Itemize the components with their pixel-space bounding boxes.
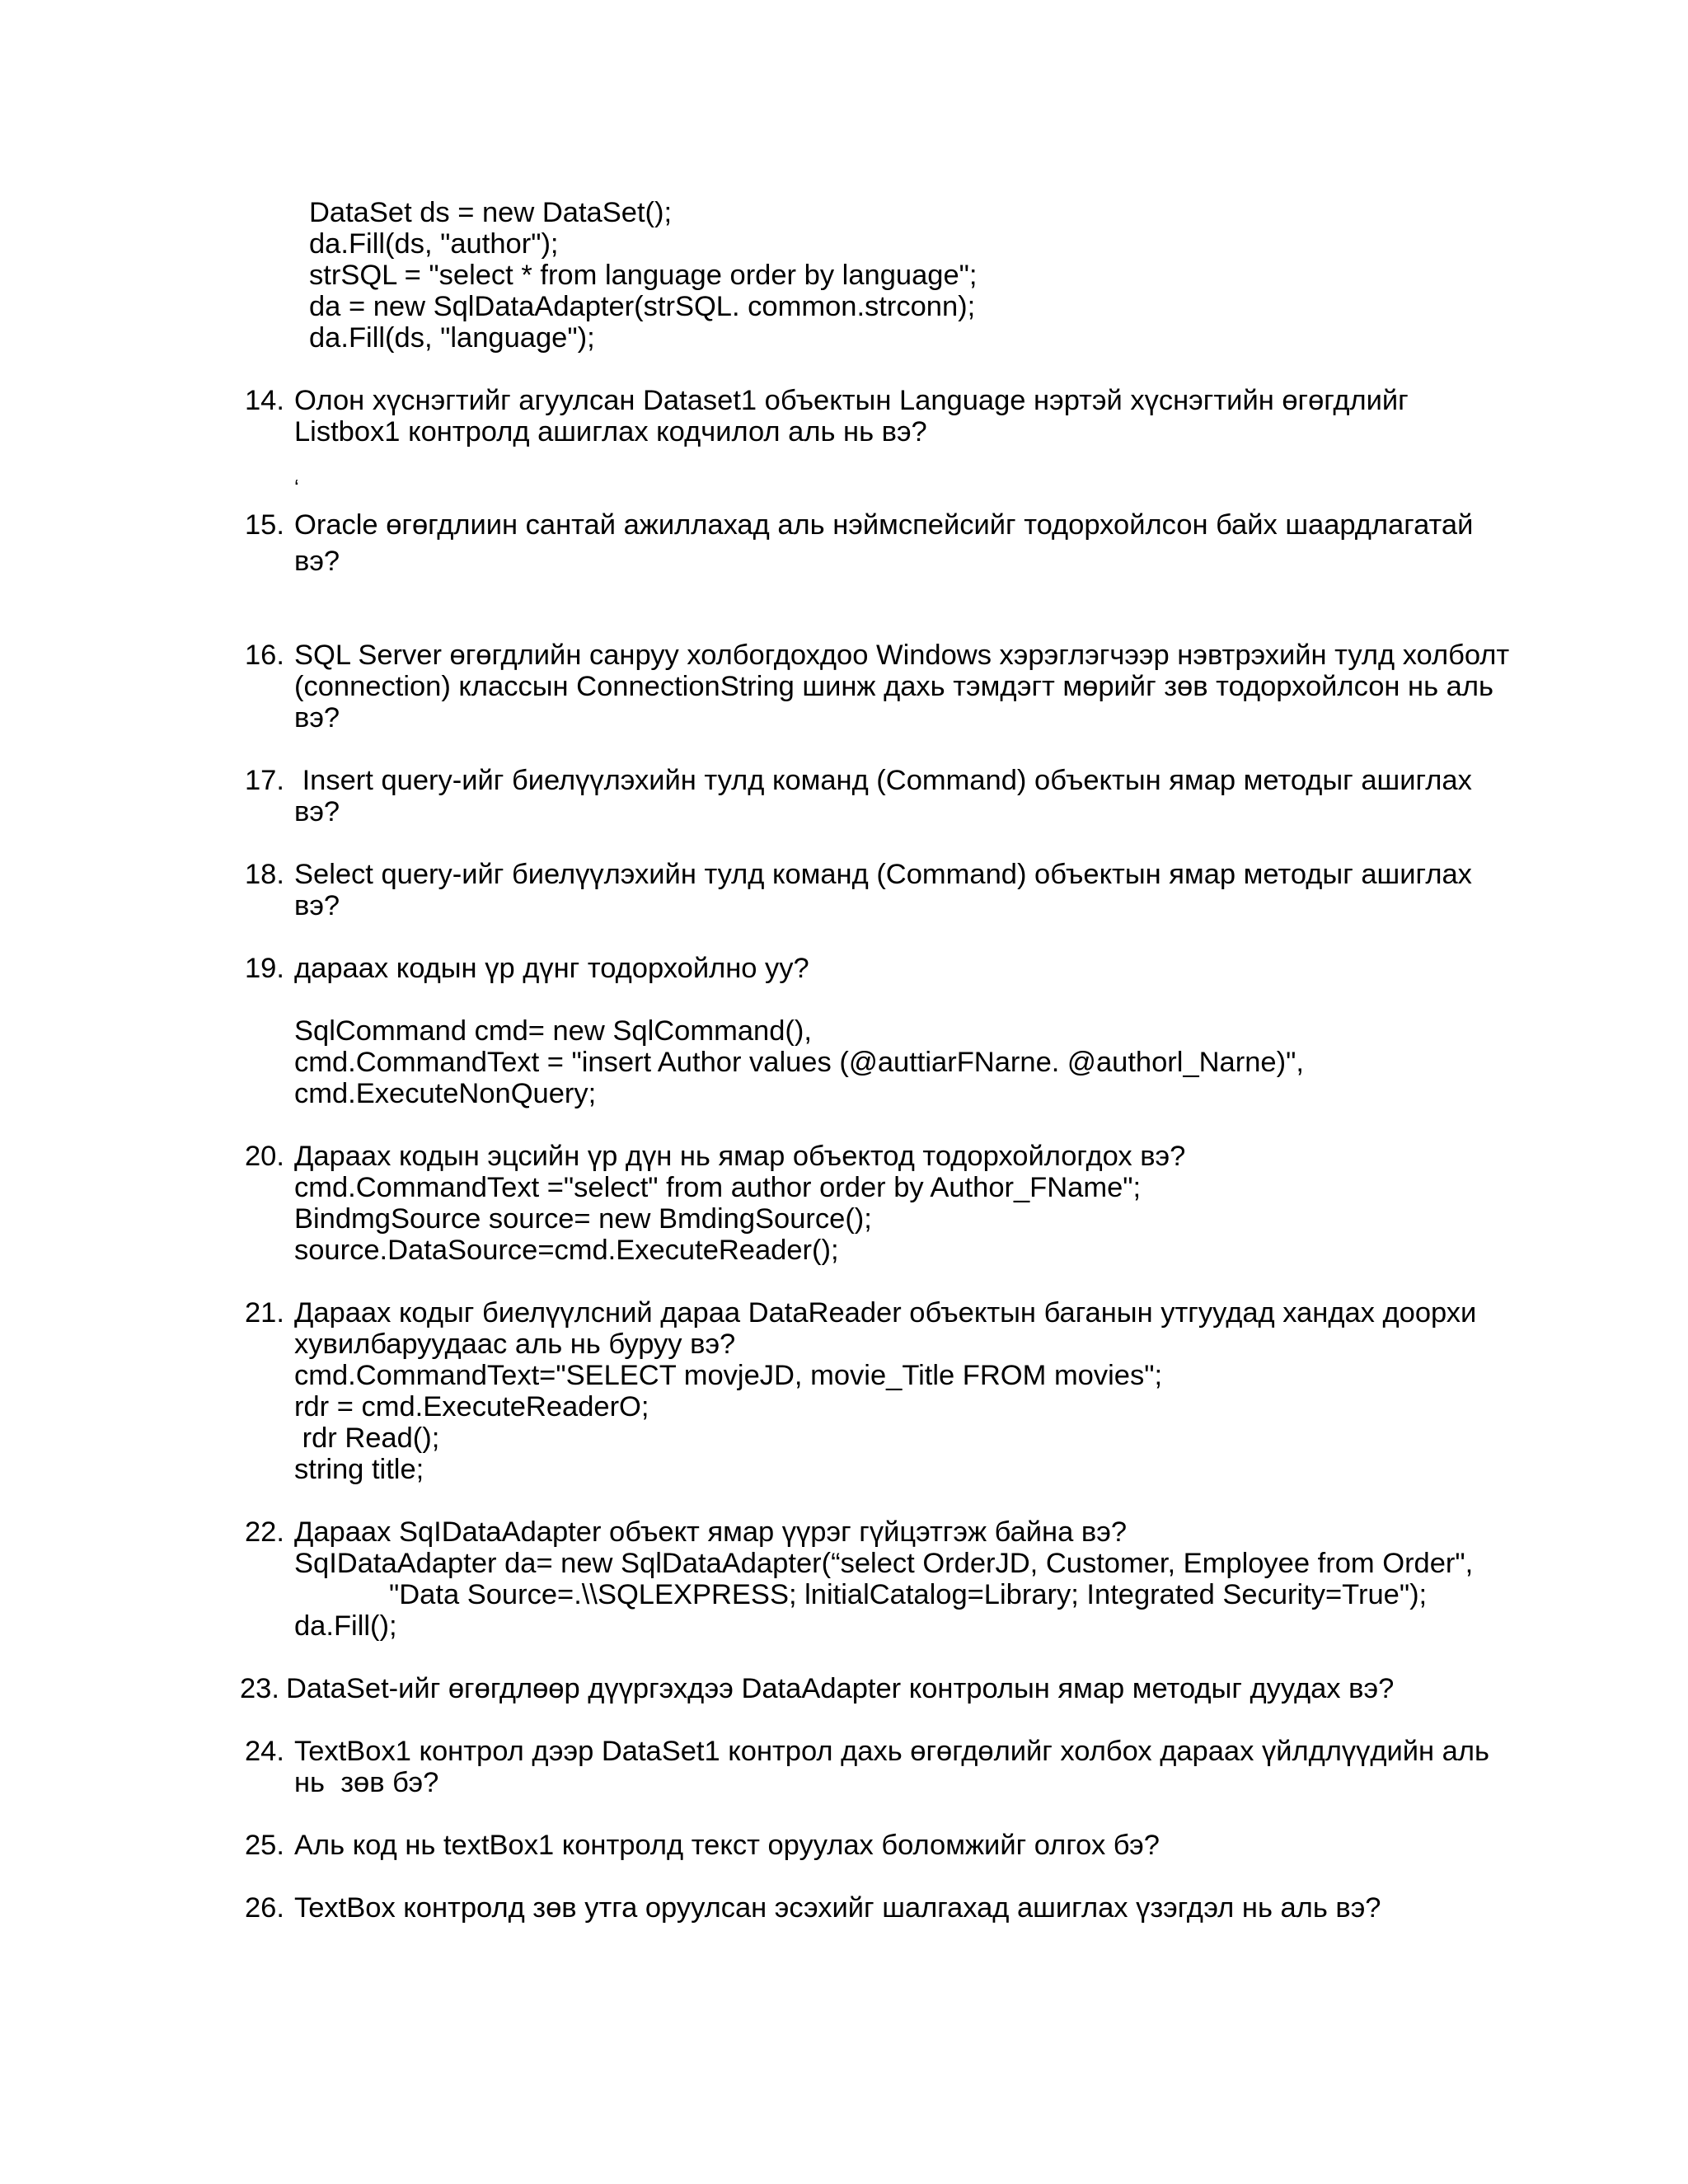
- question-text: DataSet-ийг өгөгдлөөр дүүргэхдээ DataAdapter контролын ямар методыг дуудах вэ?: [286, 1673, 1395, 1704]
- code-line: source.DataSource=cmd.ExecuteReader();: [294, 1235, 839, 1266]
- code-line: cmd.CommandText ="select" from author order by Author_FName";: [294, 1172, 1142, 1203]
- question-text: Олон хүснэгтийг агуулсан Dataset1 объектын Language нэртэй хүснэгтийн өгөгдлийг: [294, 385, 1409, 416]
- question-number: 16.: [245, 640, 284, 671]
- question-text: Аль код нь textBox1 контролд текст оруулах боломжийг олгох бэ?: [294, 1830, 1160, 1861]
- question-number: 20.: [245, 1141, 284, 1172]
- code-line: rdr Read();: [294, 1422, 440, 1454]
- question-number: 25.: [245, 1830, 284, 1861]
- question-text: вэ?: [294, 546, 340, 577]
- code-line: da.Fill(ds, "language");: [309, 322, 595, 354]
- question-number: 22.: [245, 1516, 284, 1548]
- question-text: вэ?: [294, 702, 340, 733]
- question-text: Дараах кодыг биелүүлсний дараа DataReader объектын баганын утгуудад хандах доорхи: [294, 1297, 1477, 1329]
- code-line: cmd.CommandText = "insert Author values (@auttiarFNarne. @authorl_Narne)",: [294, 1047, 1304, 1078]
- question-text: вэ?: [294, 796, 340, 827]
- question-text: TextBox контролд зөв утга оруулсан эсэхийг шалгахад ашиглах үзэгдэл нь аль вэ?: [294, 1892, 1381, 1924]
- question-number: 24.: [245, 1736, 284, 1767]
- code-line: da = new SqlDataAdapter(strSQL. common.strconn);: [309, 291, 976, 322]
- question-text: Insert query-ийг биелүүлэхийн тулд команд (Command) объектын ямар методыг ашиглах: [294, 765, 1472, 796]
- question-text: (connection) классын ConnectionString шинж дахь тэмдэгт мөрийг зөв тодорхойлсон нь аль: [294, 671, 1493, 702]
- question-text: Oracle өгөгдлиин сантай ажиллахад аль нэймспейсийг тодорхойлсон байх шаардлагатай: [294, 509, 1474, 541]
- question-number: 14.: [245, 385, 284, 416]
- question-number: 23.: [240, 1673, 279, 1704]
- question-text: Дараах SqIDataAdapter объект ямар үүрэг гүйцэтгэж байна вэ?: [294, 1516, 1128, 1548]
- question-number: 19.: [245, 953, 284, 984]
- question-text: Listbox1 контролд ашиглах кодчилол аль нь вэ?: [294, 416, 927, 448]
- question-number: 26.: [245, 1892, 284, 1924]
- question-number: 15.: [245, 509, 284, 541]
- code-line: DataSet ds = new DataSet();: [309, 197, 673, 228]
- code-line: string title;: [294, 1454, 424, 1485]
- stray-mark: ‘: [294, 475, 299, 499]
- code-line: cmd.CommandText="SELECT movjeJD, movie_Title FROM movies";: [294, 1360, 1163, 1391]
- question-text: TextBox1 контрол дээр DataSet1 контрол дахь өгөгдөлийг холбох дараах үйлдлүүдийн аль: [294, 1736, 1489, 1767]
- code-line: BindmgSource source= new BmdingSource();: [294, 1203, 872, 1235]
- code-line: strSQL = "select * from language order by language";: [309, 260, 978, 291]
- code-line: cmd.ExecuteNonQuery;: [294, 1078, 597, 1109]
- code-line: da.Fill(ds, "author");: [309, 228, 559, 260]
- question-text: дараах кодын үр дүнг тодорхойлно уу?: [294, 953, 809, 984]
- question-text: хувилбаруудаас аль нь буруу вэ?: [294, 1329, 736, 1360]
- question-text: Дараах кодын эцсийн үр дүн нь ямар объектод тодорхойлогдох вэ?: [294, 1141, 1186, 1172]
- code-line: da.Fill();: [294, 1610, 397, 1642]
- code-line: SqIDataAdapter da= new SqlDataAdapter(“select OrderJD, Customer, Employee from Order",: [294, 1548, 1474, 1579]
- code-line: "Data Source=.\\SQLEXPRESS; lnitialCatalog=Library; Integrated Security=True");: [294, 1579, 1428, 1610]
- question-number: 17.: [245, 765, 284, 796]
- question-text: Select query-ийг биелүүлэхийн тулд команд (Command) объектын ямар методыг ашиглах: [294, 859, 1472, 890]
- question-number: 21.: [245, 1297, 284, 1329]
- question-number: 18.: [245, 859, 284, 890]
- code-line: rdr = cmd.ExecuteReaderO;: [294, 1391, 649, 1422]
- question-text: нь зөв бэ?: [294, 1767, 439, 1798]
- code-line: SqlCommand cmd= new SqlCommand(),: [294, 1015, 812, 1047]
- question-text: вэ?: [294, 890, 340, 921]
- question-text: SQL Server өгөгдлийн санруу холбогдохдоо Windows хэрэглэгчээр нэвтрэхийн тулд холболт: [294, 640, 1510, 671]
